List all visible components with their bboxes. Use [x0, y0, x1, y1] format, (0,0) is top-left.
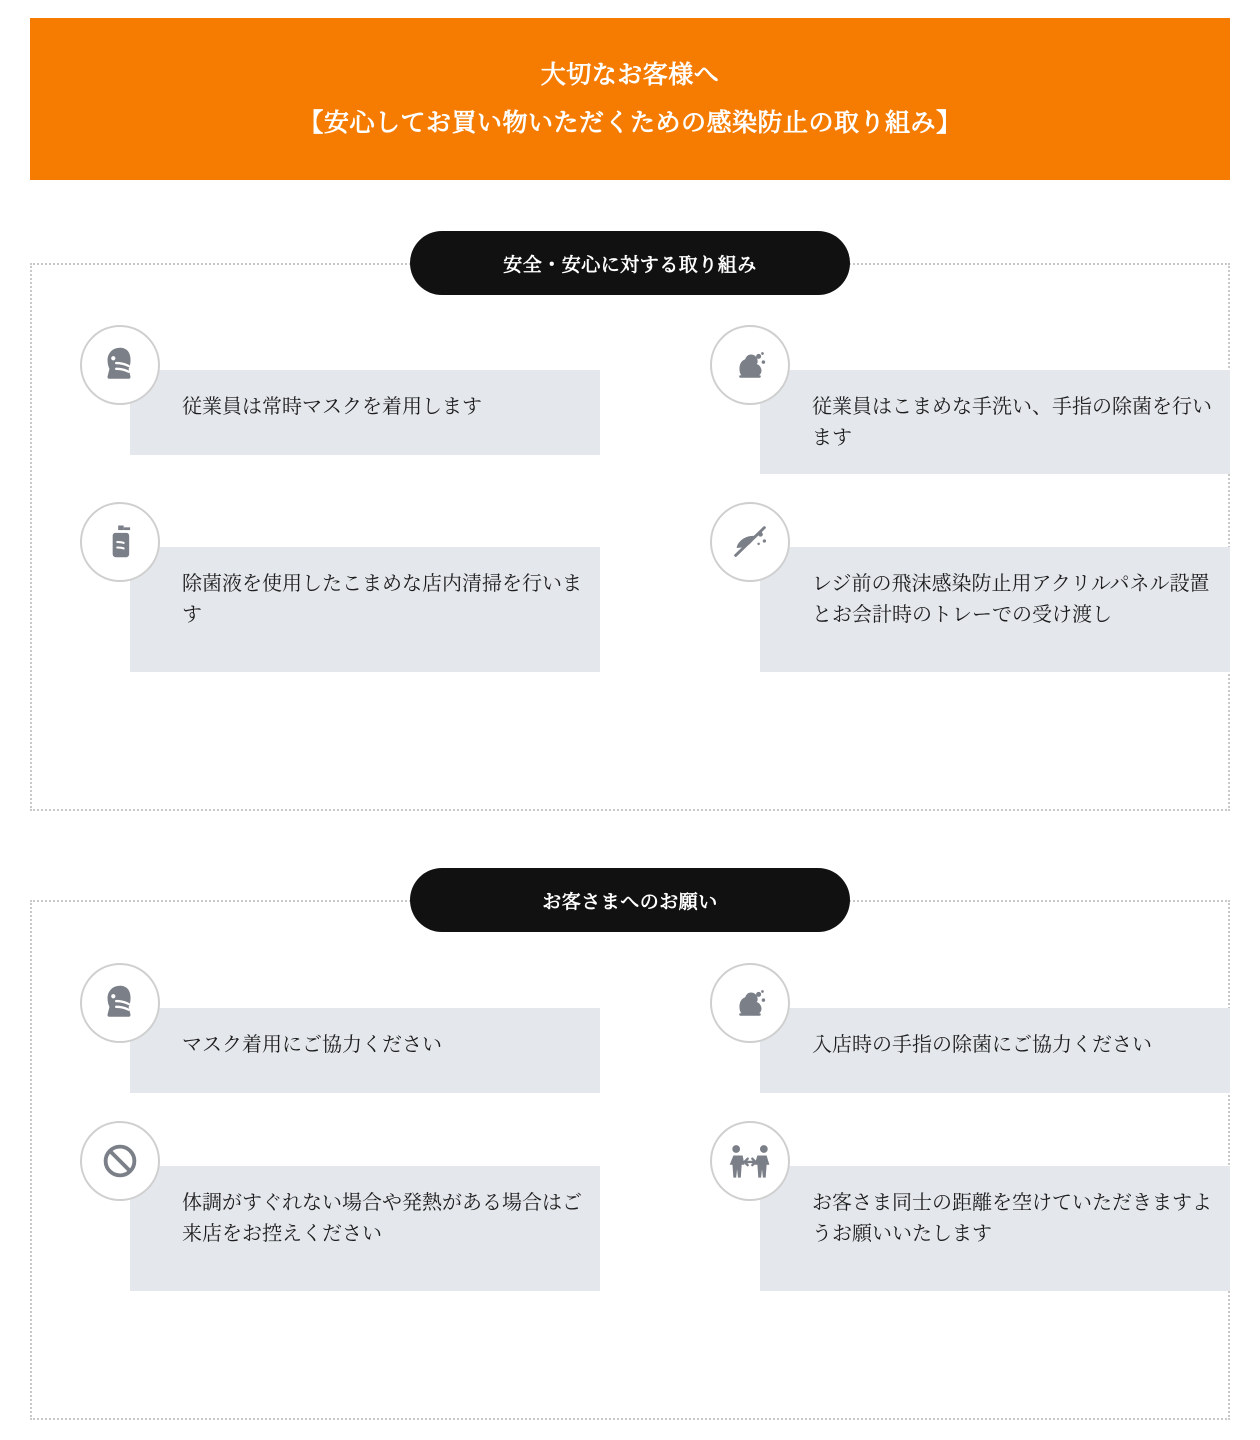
list-item-label: 除菌液を使用したこまめな店内清掃を行います — [130, 547, 600, 672]
list-item — [30, 963, 600, 1093]
hand-wash-icon — [710, 963, 790, 1043]
sanitizer-bottle-icon — [80, 502, 160, 582]
banner-title-line-1: 大切なお客様へ — [540, 61, 720, 89]
list-item — [30, 1121, 600, 1291]
list-item — [660, 1121, 1230, 1291]
list-item-label: 従業員はこまめな手洗い、手指の除菌を行います — [760, 370, 1230, 474]
list-item — [30, 502, 600, 672]
no-droplet-icon — [710, 502, 790, 582]
section-title-safety-measures: 安全・安心に対する取り組み — [410, 231, 850, 295]
section-title-customer-requests: お客さまへのお願い — [410, 868, 850, 932]
banner-title-line-2: 【安心してお買い物いただくための感染防止の取り組み】 — [298, 109, 962, 137]
list-item-label: 体調がすぐれない場合や発熱がある場合はご来店をお控えください — [130, 1166, 600, 1291]
list-item-label: マスク着用にご協力ください — [130, 1008, 600, 1093]
prohibited-icon — [80, 1121, 160, 1201]
list-item — [30, 325, 600, 474]
hand-wash-icon — [710, 325, 790, 405]
list-item — [660, 963, 1230, 1093]
list-item — [660, 325, 1230, 474]
list-item — [660, 502, 1230, 672]
list-item-label: 入店時の手指の除菌にご協力ください — [760, 1008, 1230, 1093]
safety-measures-grid — [30, 325, 1230, 672]
header-banner — [30, 18, 1230, 180]
mask-icon — [80, 963, 160, 1043]
social-distance-icon — [710, 1121, 790, 1201]
list-item-label: レジ前の飛沫感染防止用アクリルパネル設置とお会計時のトレーでの受け渡し — [760, 547, 1230, 672]
list-item-label: 従業員は常時マスクを着用します — [130, 370, 600, 455]
mask-icon — [80, 325, 160, 405]
customer-requests-grid — [30, 963, 1230, 1291]
list-item-label: お客さま同士の距離を空けていただきますようお願いいたします — [760, 1166, 1230, 1291]
